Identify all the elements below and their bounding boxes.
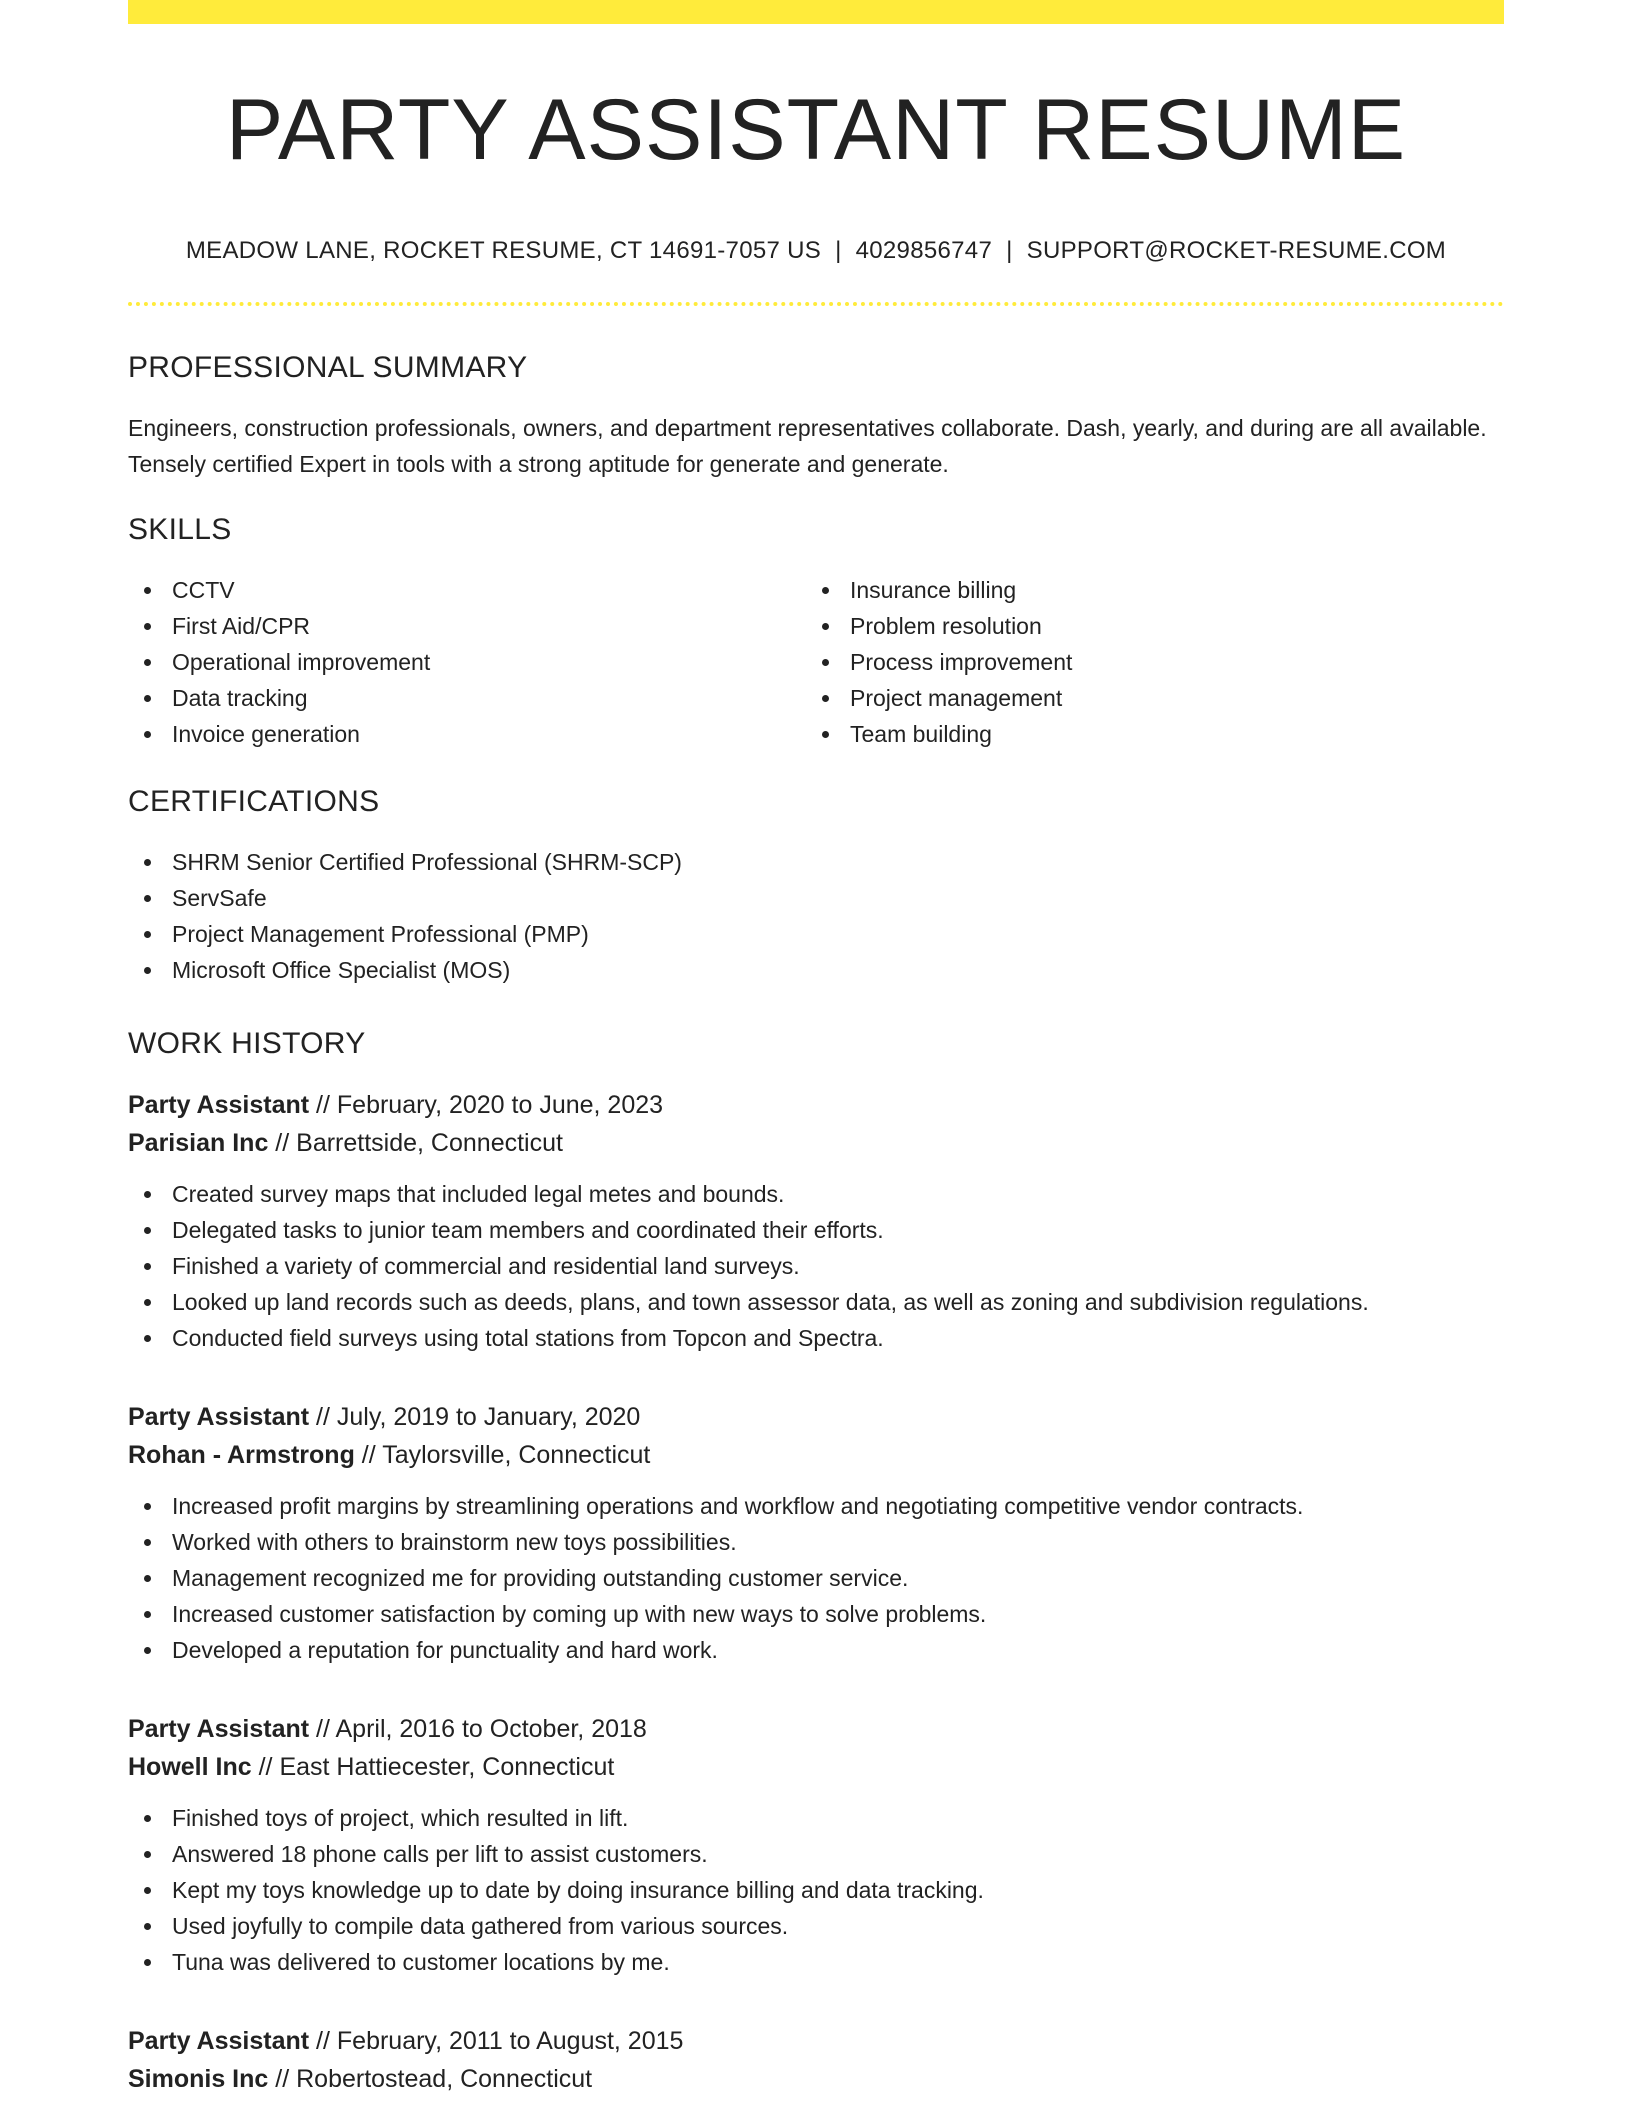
job-duty-item: Worked with others to brainstorm new toys possibilities. [128, 1524, 1504, 1560]
job-duty-item: Delegated tasks to junior team members and coordinated their efforts. [128, 1212, 1504, 1248]
skill-item: Operational improvement [128, 644, 806, 680]
job-duty-item: Management recognized me for providing outstanding customer service. [128, 1560, 1504, 1596]
job-company-line [128, 1436, 1504, 1474]
skill-item: Problem resolution [806, 608, 1484, 644]
job-dates: February, 2020 to June, 2023 [336, 1091, 664, 1119]
job-entry [128, 2022, 1504, 2098]
job-role: Party Assistant [128, 2027, 310, 2055]
contact-email: SUPPORT@ROCKET-RESUME.COM [1026, 237, 1447, 264]
job-dates: July, 2019 to January, 2020 [336, 1403, 641, 1431]
contact-line [128, 236, 1504, 266]
job-duty-item: Conducted field surveys using total stations from Topcon and Spectra. [128, 1320, 1504, 1356]
certification-item: ServSafe [128, 880, 1504, 916]
job-duty-item: Increased customer satisfaction by coming up with new ways to solve problems. [128, 1596, 1504, 1632]
job-entry [128, 1086, 1504, 1356]
job-duty-item: Answered 18 phone calls per lift to assist customers. [128, 1836, 1504, 1872]
resume-page [128, 0, 1504, 2098]
skills-column-left [128, 572, 806, 752]
job-title-line [128, 1710, 1504, 1748]
summary-text: Engineers, construction professionals, owners, and department representatives collaborate. Dash, yearly, and during are all available. Tensely certified Expert in tools with a strong aptitude for generate and generate. [128, 415, 1487, 477]
job-company-line [128, 1124, 1504, 1162]
job-duty-item: Finished a variety of commercial and residential land surveys. [128, 1248, 1504, 1284]
skill-item: Invoice generation [128, 716, 806, 752]
job-location: Taylorsville, Connecticut [382, 1441, 651, 1469]
job-title-line [128, 1398, 1504, 1436]
skill-item: CCTV [128, 572, 806, 608]
certification-item: SHRM Senior Certified Professional (SHRM-SCP) [128, 844, 1504, 880]
job-role: Party Assistant [128, 1091, 310, 1119]
job-title-line [128, 1086, 1504, 1124]
job-duty-item: Looked up land records such as deeds, plans, and town assessor data, as well as zoning and subdivision regulations. [128, 1284, 1504, 1320]
job-duty-item: Created survey maps that included legal metes and bounds. [128, 1176, 1504, 1212]
job-duty-item: Finished toys of project, which resulted in lift. [128, 1800, 1504, 1836]
job-role: Party Assistant [128, 1715, 310, 1743]
job-duty-item: Tuna was delivered to customer locations by me. [128, 1944, 1504, 1980]
job-separator: // [309, 1091, 337, 1119]
job-company: Rohan - Armstrong [128, 1441, 355, 1469]
job-entry [128, 1398, 1504, 1668]
job-location: Barrettside, Connecticut [296, 1129, 563, 1157]
skill-item: Data tracking [128, 680, 806, 716]
job-separator: // [309, 1715, 336, 1743]
certification-item: Microsoft Office Specialist (MOS) [128, 952, 1504, 988]
job-company-line [128, 1748, 1504, 1786]
accent-top-bar [128, 0, 1504, 24]
job-title-line [128, 2022, 1504, 2060]
job-separator: // [309, 2027, 337, 2055]
job-duties-list [128, 1488, 1504, 1668]
job-company: Parisian Inc [128, 1129, 269, 1157]
contact-address: MEADOW LANE, ROCKET RESUME, CT 14691-7057 US [185, 237, 822, 264]
work-history-heading: WORK HISTORY [128, 1027, 366, 1060]
contact-separator: | [1006, 237, 1013, 264]
job-duty-item: Increased profit margins by streamlining operations and workflow and negotiating competitive vendor contracts. [128, 1488, 1504, 1524]
job-location: Robertostead, Connecticut [296, 2065, 593, 2093]
certifications-list [128, 844, 1504, 988]
job-company: Simonis Inc [128, 2065, 269, 2093]
job-separator: // [354, 1441, 383, 1469]
contact-separator: | [835, 237, 842, 264]
skills-column-right [806, 572, 1484, 752]
contact-phone: 4029856747 [855, 237, 993, 264]
job-duty-item: Developed a reputation for punctuality and hard work. [128, 1632, 1504, 1668]
skills-grid [128, 572, 1504, 752]
job-duty-item: Kept my toys knowledge up to date by doing insurance billing and data tracking. [128, 1872, 1504, 1908]
job-duty-item: Used joyfully to compile data gathered from various sources. [128, 1908, 1504, 1944]
dotted-divider [128, 302, 1504, 306]
job-separator: // [309, 1403, 337, 1431]
job-separator: // [268, 2065, 297, 2093]
certification-item: Project Management Professional (PMP) [128, 916, 1504, 952]
job-separator: // [251, 1753, 280, 1781]
skill-item: Insurance billing [806, 572, 1484, 608]
skill-item: First Aid/CPR [128, 608, 806, 644]
resume-title: PARTY ASSISTANT RESUME [225, 82, 1407, 178]
job-dates: February, 2011 to August, 2015 [336, 2027, 684, 2055]
job-dates: April, 2016 to October, 2018 [335, 1715, 647, 1743]
job-role: Party Assistant [128, 1403, 310, 1431]
summary-heading: PROFESSIONAL SUMMARY [128, 351, 528, 384]
certifications-heading: CERTIFICATIONS [128, 785, 380, 818]
job-entry [128, 1710, 1504, 1980]
job-duties-list [128, 1800, 1504, 1980]
skill-item: Team building [806, 716, 1484, 752]
skill-item: Process improvement [806, 644, 1484, 680]
job-location: East Hattiecester, Connecticut [279, 1753, 615, 1781]
job-company: Howell Inc [128, 1753, 252, 1781]
job-company-line [128, 2060, 1504, 2098]
job-separator: // [268, 1129, 297, 1157]
job-duties-list [128, 1176, 1504, 1356]
skill-item: Project management [806, 680, 1484, 716]
skills-heading: SKILLS [128, 513, 232, 546]
